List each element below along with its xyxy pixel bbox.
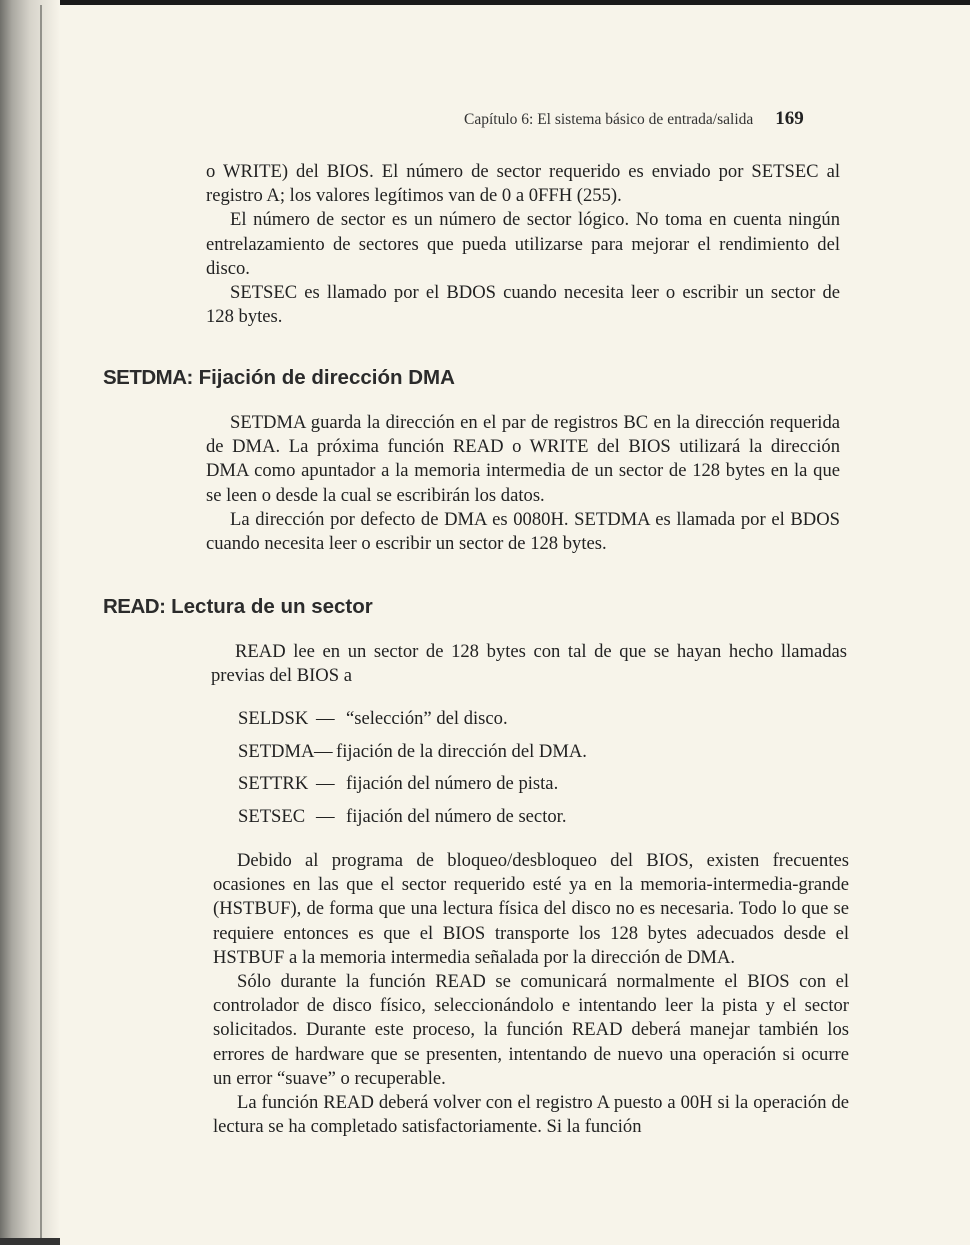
- binding-line: [40, 5, 42, 1245]
- routine-name: SELDSK: [238, 708, 309, 729]
- setsec-continuation: [206, 160, 840, 329]
- heading-title: Lectura de un sector: [171, 595, 373, 618]
- dash: —: [316, 806, 335, 828]
- routine-name: SETTRK: [238, 773, 309, 795]
- read-body: [213, 849, 849, 1139]
- running-title: Capítulo 6: El sistema básico de entrada/salida: [464, 111, 754, 128]
- heading-code: SETDMA:: [103, 366, 193, 389]
- routine-description: fijación de la dirección del DMA.: [336, 740, 587, 762]
- page-corner: [0, 1238, 60, 1245]
- paragraph: SETDMA guarda la dirección en el par de registros BC en la dirección requerida de DMA. La próxima función READ o WRITE del BIOS utilizará la dirección DMA como apuntador a la memoria intermedia de un sector de 128 bytes en la que se leen o desde la cual se escribirán los datos.: [206, 412, 840, 506]
- routine-description: “selección” del disco.: [346, 708, 508, 729]
- heading-title: Fijación de dirección DMA: [198, 366, 455, 389]
- paragraph: La dirección por defecto de DMA es 0080H. SETDMA es llamada por el BDOS cuando necesita leer o escribir un sector de 128 bytes.: [206, 508, 840, 555]
- section-heading-read: [103, 595, 373, 619]
- list-item: [238, 768, 587, 801]
- paragraph: SETSEC es llamado por el BDOS cuando necesita leer o escribir un sector de 128 bytes.: [206, 282, 840, 328]
- page-top-edge: [0, 0, 970, 5]
- dash: —: [316, 708, 335, 729]
- routine-description: fijación del número de pista.: [346, 773, 559, 795]
- paragraph: Debido al programa de bloqueo/desbloqueo del BIOS, existen frecuentes ocasiones en las que el sector requerido esté ya en la memoria-intermedia-grande (HSTBUF), de forma que una lectura física del disco no es necesaria. Todo lo que se requiere entonces es que el BIOS transporte los 128 bytes adecuados desde el HSTBUF a la memoria intermedia señalada por la dirección de DMA.: [213, 850, 849, 968]
- paragraph: La función READ deberá volver con el registro A puesto a 00H si la operación de lectura se ha completado satisfactoriamente. Si la función: [213, 1092, 849, 1138]
- routine-list: [238, 703, 587, 834]
- paragraph: El número de sector es un número de sector lógico. No toma en cuenta ningún entrelazamiento de sectores que pueda utilizarse para mejorar el rendimiento del disco.: [206, 209, 840, 279]
- list-item: [238, 801, 587, 834]
- paragraph: Sólo durante la función READ se comunicará normalmente el BIOS con el controlador de disco físico, seleccionándolo e intentando leer la pista y el sector solicitados. Durante este proceso, la función READ deberá manejar también los errores de hardware que se presenten, intentando de nuevo una operación si ocurre un error “suave” o recuperable.: [213, 971, 849, 1089]
- list-item: [238, 736, 587, 769]
- book-binding-shadow: [0, 0, 60, 1245]
- routine-description: fijación del número de sector.: [346, 806, 567, 828]
- paragraph: READ lee en un sector de 128 bytes con tal de que se hayan hecho llamadas previas del BIOS a: [211, 641, 847, 687]
- routine-name: SETDMA: [238, 740, 315, 762]
- heading-code: READ:: [103, 595, 166, 618]
- paragraph: o WRITE) del BIOS. El número de sector requerido es enviado por SETSEC al registro A; los valores legítimos van de 0 a 0FFH (255).: [206, 161, 840, 207]
- running-header: [464, 108, 844, 130]
- page-number: 169: [775, 108, 804, 129]
- dash: —: [314, 740, 333, 762]
- dash: —: [316, 773, 335, 795]
- list-item: [238, 703, 587, 736]
- setdma-body: [206, 411, 840, 556]
- section-heading-setdma: [103, 366, 455, 390]
- routine-name: SETSEC: [238, 806, 306, 828]
- read-intro: [211, 640, 847, 688]
